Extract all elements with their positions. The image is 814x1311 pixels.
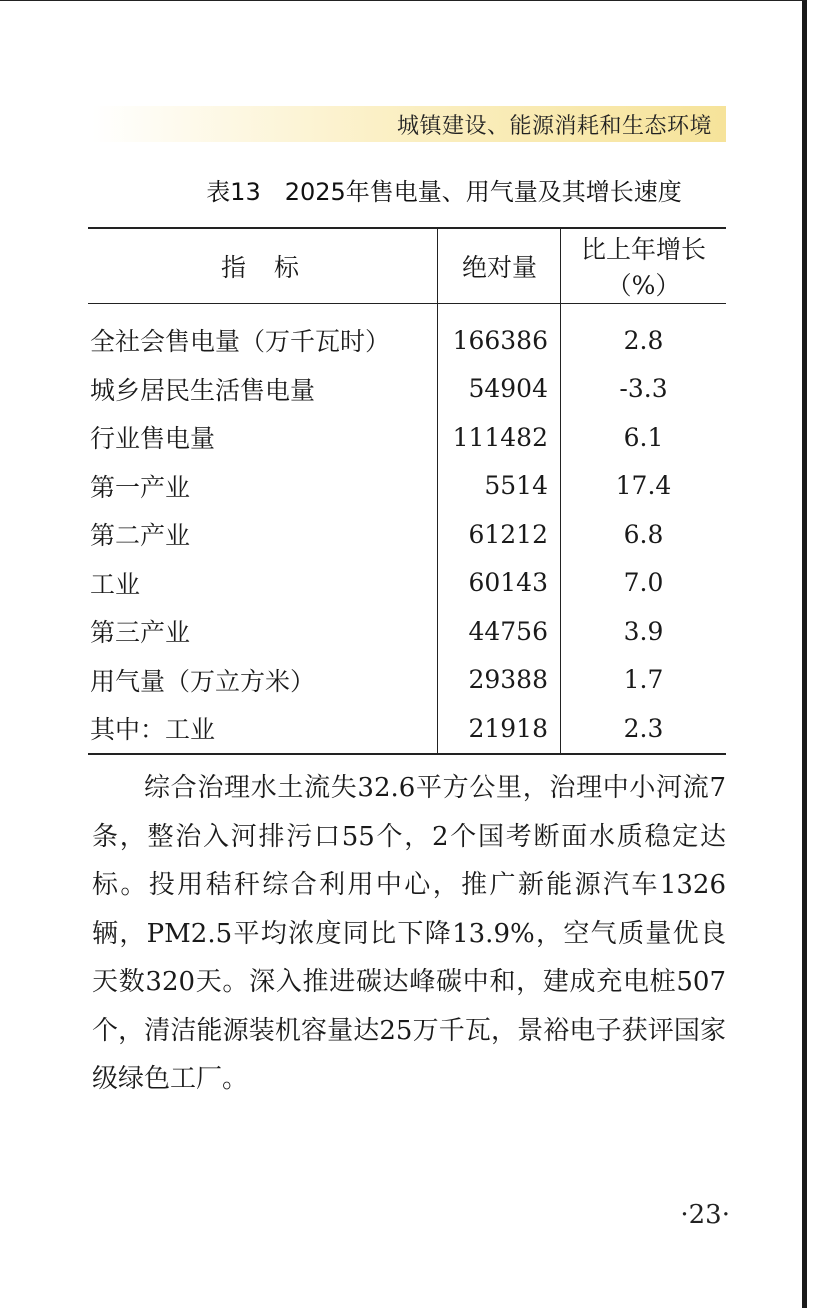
row-name: 行业售电量	[88, 413, 438, 462]
table-row	[88, 656, 726, 705]
row-name: 工业	[88, 559, 438, 608]
row-name: 其中：工业	[88, 704, 438, 754]
row-name: 第三产业	[88, 607, 438, 656]
row-name: 第二产业	[88, 510, 438, 559]
row-name: 全社会售电量（万千瓦时）	[88, 304, 438, 365]
table-row	[88, 462, 726, 511]
table-header-row	[88, 228, 726, 304]
section-banner	[92, 106, 726, 142]
table-row	[88, 704, 726, 754]
row-name: 用气量（万立方米）	[88, 656, 438, 705]
table-row	[88, 304, 726, 365]
stats-table	[88, 227, 726, 755]
header-indicator: 指标	[88, 228, 438, 304]
row-absolute: 60143	[438, 559, 561, 608]
row-absolute: 111482	[438, 413, 561, 462]
table-row	[88, 607, 726, 656]
header-growth: 比上年增长（%）	[561, 228, 727, 304]
table-row	[88, 559, 726, 608]
row-growth: 6.8	[623, 519, 664, 549]
row-growth: 17.4	[615, 471, 672, 501]
row-growth: 7.0	[623, 568, 664, 598]
row-name: 第一产业	[88, 462, 438, 511]
row-growth: 2.3	[561, 704, 727, 754]
header-absolute: 绝对量	[438, 228, 561, 304]
row-absolute: 61212	[438, 510, 561, 559]
table-row	[88, 413, 726, 462]
row-growth: 3.9	[623, 616, 664, 646]
row-absolute: 5514	[438, 462, 561, 511]
row-absolute: 44756	[438, 607, 561, 656]
row-absolute: 29388	[438, 656, 561, 705]
row-growth: 6.1	[623, 422, 664, 452]
row-absolute: 21918	[438, 704, 561, 754]
table-title: 表13 2025年售电量、用气量及其增长速度	[206, 178, 682, 206]
page-number: ·23·	[680, 1200, 730, 1230]
body-paragraph: 综合治理水土流失32.6平方公里，治理中小河流7条，整治入河排污口55个，2个国考断面水质稳定达标。投用秸秆综合利用中心，推广新能源汽车1326辆，PM2.5平均浓度同比下降13.9%，空气质量优良天数320天。深入推进碳达峰碳中和，建成充电桩507个，清洁能源装机容量达25万千瓦，景裕电子获评国家级绿色工厂。	[92, 773, 726, 1094]
row-growth: 2.8	[623, 325, 664, 355]
section-title: 城镇建设、能源消耗和生态环境	[396, 114, 712, 139]
row-growth: 1.7	[623, 665, 664, 695]
row-absolute: 166386	[438, 304, 561, 365]
row-growth: -3.3	[619, 374, 668, 404]
table-row	[88, 365, 726, 414]
row-name: 城乡居民生活售电量	[88, 365, 438, 414]
row-absolute: 54904	[438, 365, 561, 414]
table-row	[88, 510, 726, 559]
